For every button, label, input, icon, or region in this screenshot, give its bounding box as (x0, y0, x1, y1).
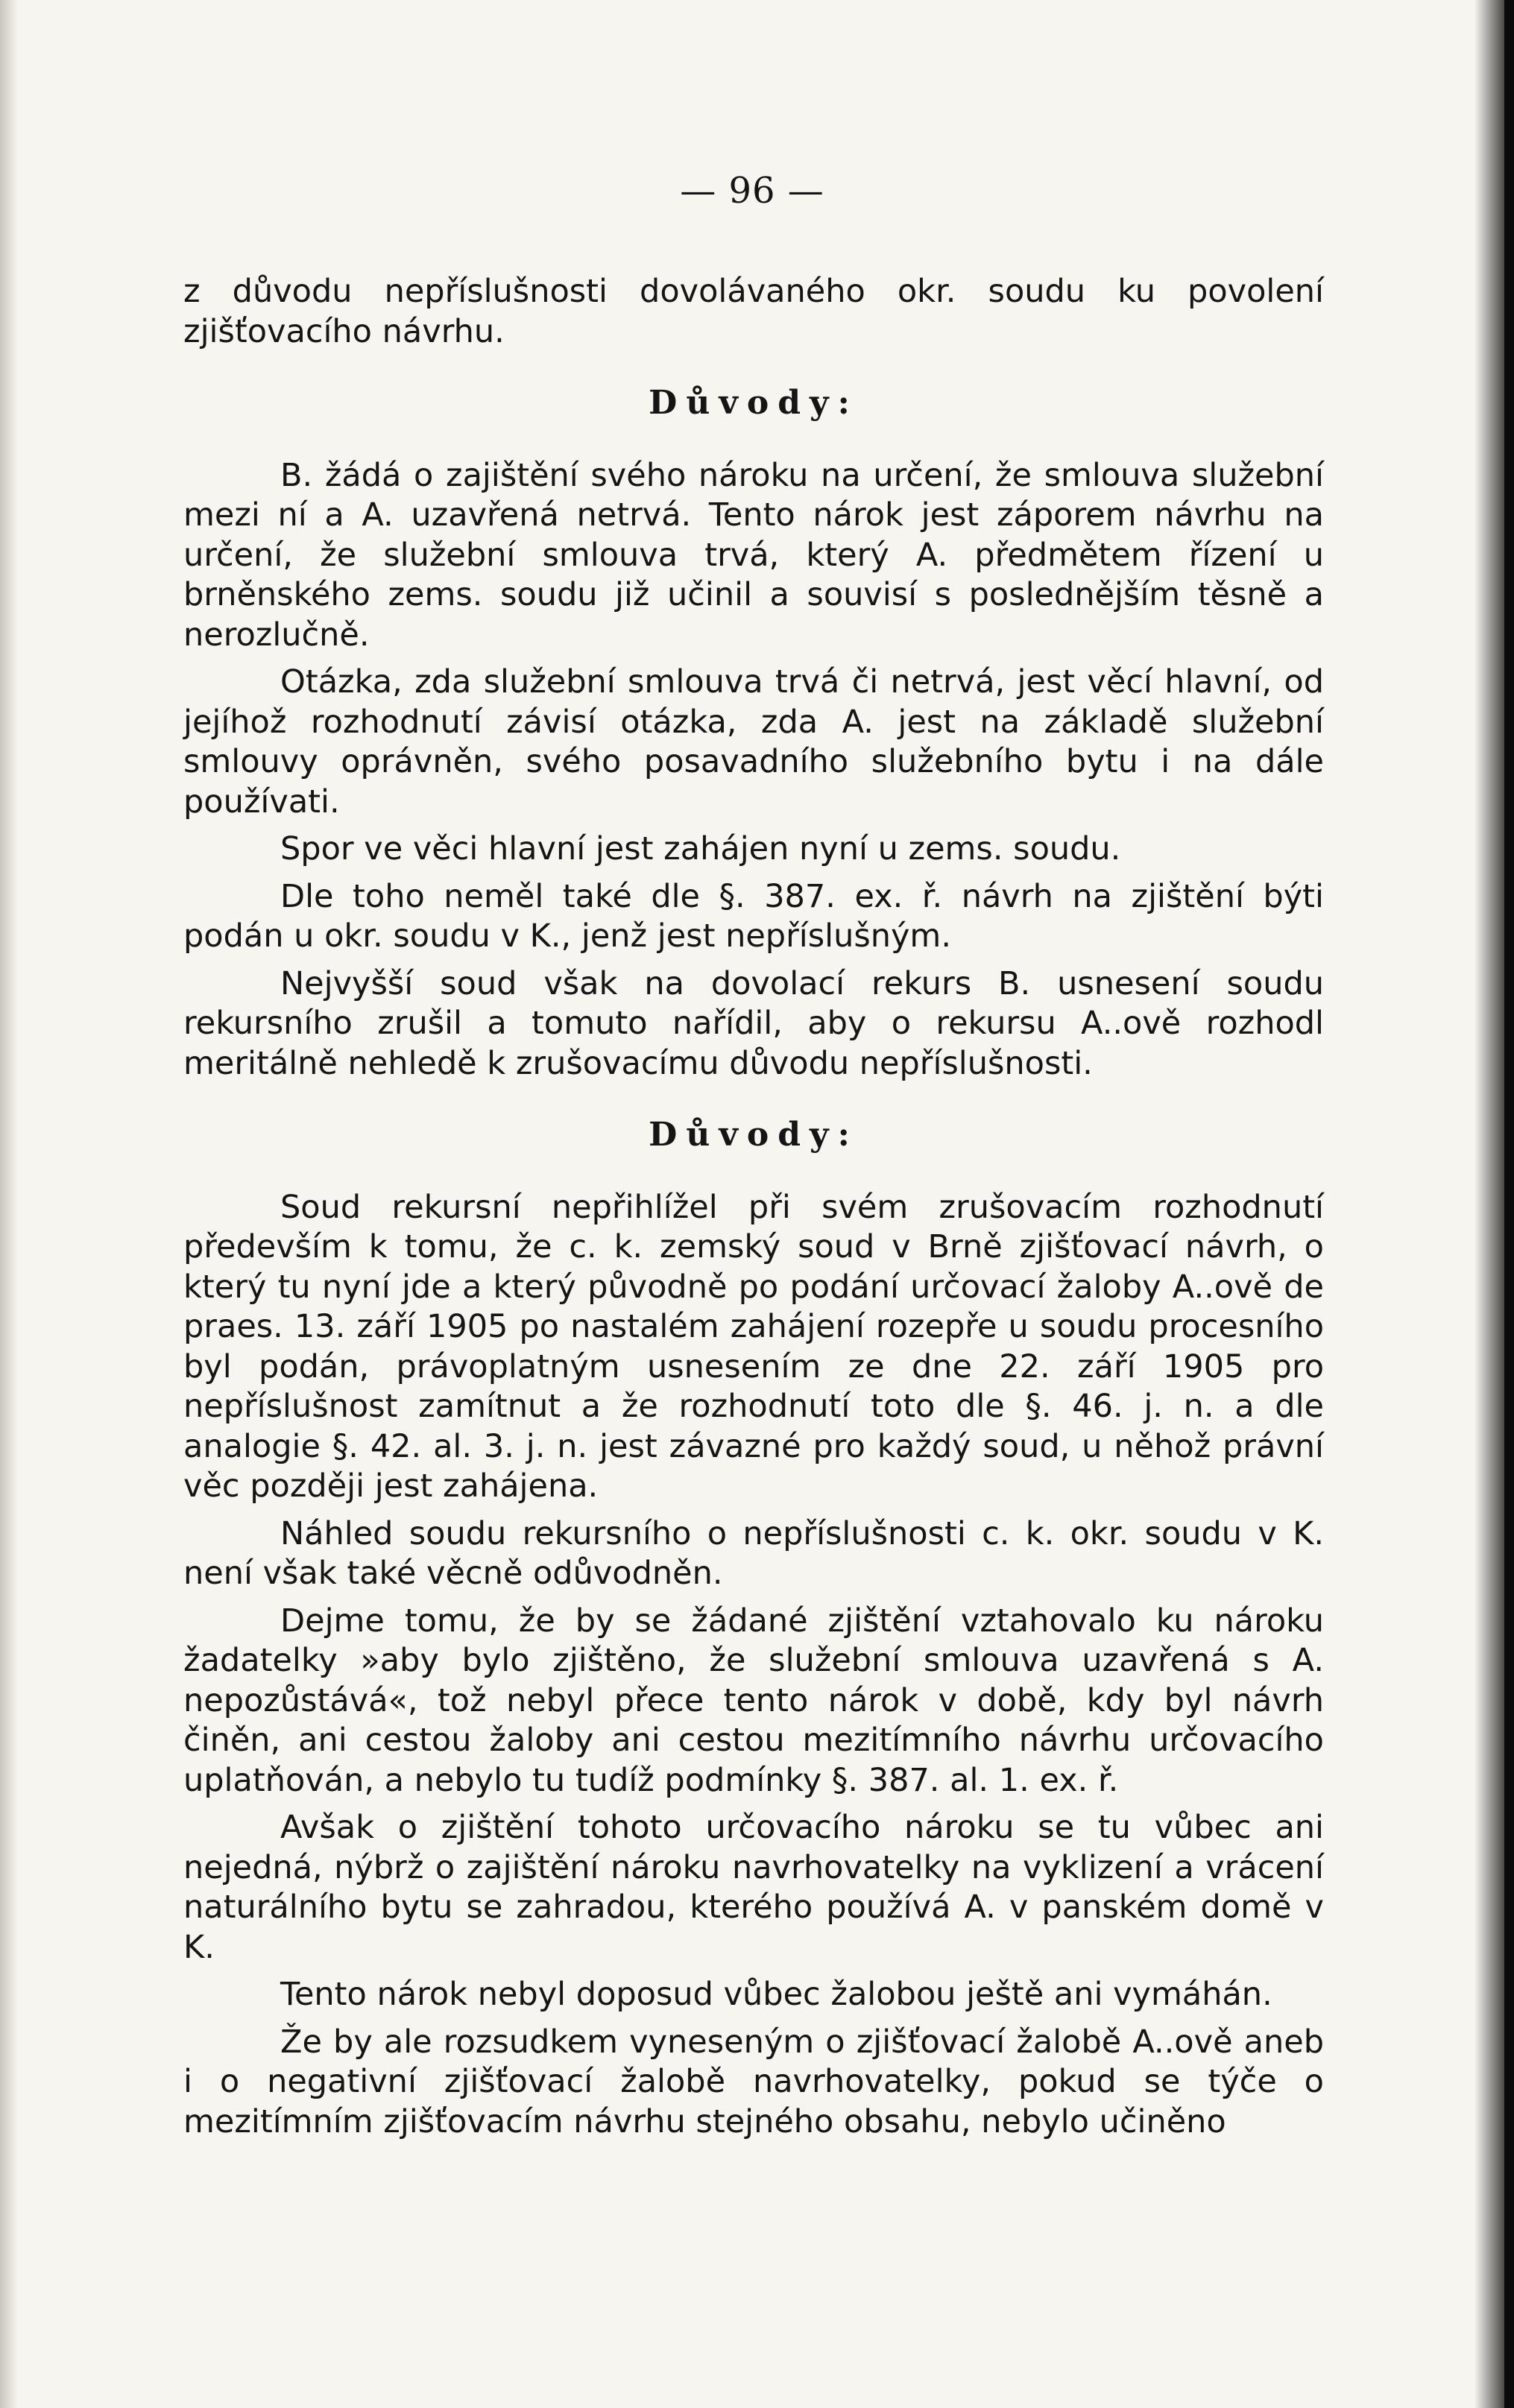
paragraph: B. žádá o zajištění svého nároku na určení, že smlouva služební mezi ní a A. uzavřená netrvá. Tento nárok jest záporem návrhu na určení, že služební smlouva trvá, který A. předmětem řízení u brněnského zems. soudu již učinil a souvisí s poslednějším těsně a nerozlučně. (183, 456, 1324, 654)
page-edge-shadow (0, 0, 18, 2408)
paragraph: Dle toho neměl také dle §. 387. ex. ř. návrh na zjištění býti podán u okr. soudu v K., jenž jest nepříslušným. (183, 877, 1324, 955)
paragraph: Dejme tomu, že by se žádané zjištění vztahovalo ku nároku žadatelky »aby bylo zjištěno, že služební smlouva uzavřená s A. nepozůstává«, tož nebyl přece tento nárok v době, kdy byl návrh činěn, ani cestou žaloby ani cestou mezitímního návrhu určovacího uplatňován, a nebylo tu tudíž podmínky §. 387. al. 1. ex. ř. (183, 1602, 1324, 1799)
page-number: — 96 — (680, 170, 824, 212)
paragraph: z důvodu nepříslušnosti dovolávaného okr. soudu ku povolení zjišťovacího návrhu. (183, 273, 1324, 350)
paragraph: Soud rekursní nepřihlížel při svém zrušovacím rozhodnutí především k tomu, že c. k. zemský soud v Brně zjišťovací návrh, o který tu nyní jde a který původně po podání určovací žaloby A..ově de praes. 13. září 1905 po nastalém zahájení rozepře u soudu procesního byl podán, právoplatným usnesením ze dne 22. září 1905 pro nepříslušnost zamítnut a že rozhodnutí toto dle §. 46. j. n. a dle analogie §. 42. al. 3. j. n. jest závazné pro každý soud, u něhož právní věc později jest zahájena. (183, 1188, 1324, 1505)
paragraph: Spor ve věci hlavní jest zahájen nyní u zems. soudu. (280, 830, 1121, 868)
section-heading: Důvody: (649, 384, 859, 422)
page-gutter-shadow (1474, 0, 1504, 2408)
paragraph: Avšak o zjištění tohoto určovacího nároku se tu vůbec ani nejedná, nýbrž o zajištění nároku navrhovatelky na vyklizení a vrácení naturálního bytu se zahradou, kterého používá A. v panském domě v K. (183, 1809, 1324, 1966)
section-heading: Důvody: (649, 1116, 859, 1154)
paragraph: Náhled soudu rekursního o nepříslušnosti c. k. okr. soudu v K. není však také věcně odůvodněn. (183, 1514, 1324, 1592)
paragraph: Otázka, zda služební smlouva trvá či netrvá, jest věcí hlavní, od jejíhož rozhodnutí závisí otázka, zda A. jest na základě služební smlouvy oprávněn, svého posavadního služebního bytu i na dále používati. (183, 663, 1324, 821)
paragraph: Nejvyšší soud však na dovolací rekurs B. usnesení soudu rekursního zrušil a tomuto nařídil, aby o rekursu A..ově rozhodl meritálně nehledě k zrušovacímu důvodu nepříslušnosti. (183, 964, 1324, 1082)
body-text (183, 272, 1324, 2149)
paragraph: Že by ale rozsudkem vyneseným o zjišťovací žalobě A..ově aneb i o negativní zjišťovací žalobě navrhovatelky, pokud se týče o mezitímním zjišťovacím návrhu stejného obsahu, nebylo učiněno (183, 2023, 1324, 2140)
paragraph: Tento nárok nebyl doposud vůbec žalobou ještě ani vymáhán. (280, 1976, 1272, 2013)
